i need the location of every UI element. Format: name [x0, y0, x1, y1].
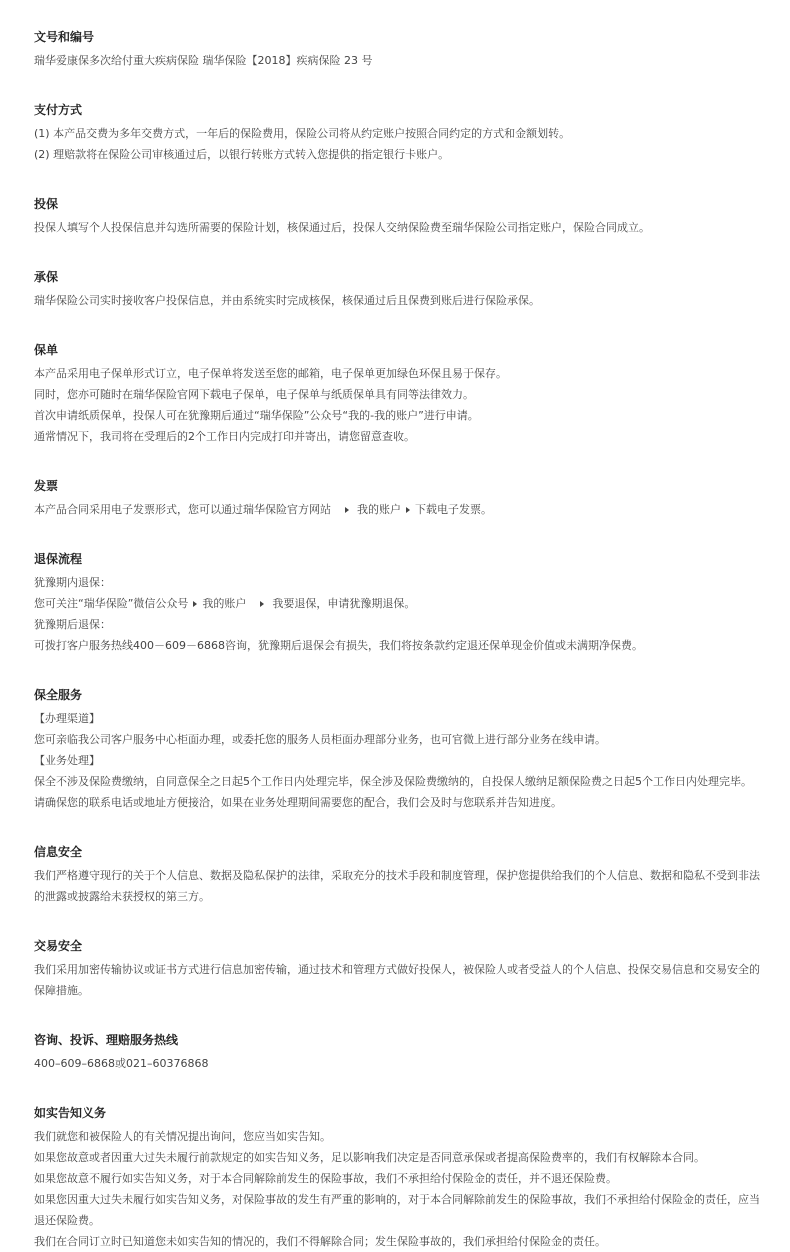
surrender-wechat-start: 您可关注“瑞华保险”微信公众号 [34, 597, 189, 610]
invoice-text-start: 本产品合同采用电子发票形式，您可以通过瑞华保险官方网站 [34, 503, 331, 516]
section-title: 交易安全 [34, 939, 83, 953]
service-channel-label: 【办理渠道】 [34, 712, 100, 725]
section-service-hotline [34, 1030, 766, 1074]
disclosure-line-1: 我们就您和被保险人的有关情况提出询问，您应当如实告知。 [34, 1130, 331, 1143]
service-processing-text: 保全不涉及保险费缴纳，自同意保全之日起5个工作日内处理完毕，保全涉及保险费缴纳的，自投保人缴纳足额保险费之日起5个工作日内处理完毕。 [34, 775, 752, 788]
section-title: 咨询、投诉、理赔服务热线 [34, 1033, 179, 1047]
arrow-right-icon [406, 507, 410, 513]
payment-line-2: (2) 理赔款将在保险公司审核通过后，以银行转账方式转入您提供的指定银行卡账户。 [34, 148, 450, 161]
section-transaction-security [34, 936, 766, 1001]
arrow-right-icon [193, 601, 197, 607]
section-title: 承保 [34, 270, 59, 284]
section-information-security [34, 842, 766, 907]
section-title: 支付方式 [34, 103, 83, 117]
hotline-numbers: 400–609–6868或021–60376868 [34, 1057, 209, 1070]
section-invoice [34, 476, 766, 520]
section-title: 投保 [34, 197, 59, 211]
section-application [34, 194, 766, 238]
invoice-text-end: 下载电子发票。 [415, 503, 492, 516]
invoice-my-account: 我的账户 [357, 503, 401, 516]
surrender-after-text: 可拨打客户服务热线400－609－6868咨询，犹豫期后退保会有损失，我们将按条款约定退还保单现金价值或未满期净保费。 [34, 639, 643, 652]
policy-line-4: 通常情况下，我司将在受理后的2个工作日内完成打印并寄出，请您留意查收。 [34, 430, 415, 443]
section-title: 保全服务 [34, 688, 83, 702]
section-document-number [34, 27, 766, 71]
policy-line-2: 同时，您亦可随时在瑞华保险官网下载电子保单，电子保单与纸质保单具有同等法律效力。 [34, 388, 474, 401]
section-title: 文号和编号 [34, 30, 95, 44]
disclosure-line-2: 如果您故意或者因重大过失未履行前款规定的如实告知义务，足以影响我们决定是否同意承保或者提高保险费率的，我们有权解除本合同。 [34, 1151, 705, 1164]
section-title: 信息安全 [34, 845, 83, 859]
section-title: 如实告知义务 [34, 1106, 107, 1120]
surrender-wechat-end: 我要退保，申请犹豫期退保。 [272, 597, 416, 610]
policy-line-3: 首次申请纸质保单，投保人可在犹豫期后通过“瑞华保险”公众号“我的-我的账户”进行申请。 [34, 409, 479, 422]
section-surrender-process [34, 549, 766, 656]
surrender-my-account: 我的账户 [202, 597, 247, 610]
section-disclosure-duty [34, 1103, 766, 1252]
section-title: 退保流程 [34, 552, 83, 566]
disclosure-line-3: 如果您故意不履行如实告知义务，对于本合同解除前发生的保险事故，我们不承担给付保险金的责任，并不退还保险费。 [34, 1172, 617, 1185]
service-channel-text: 您可亲临我公司客户服务中心柜面办理，或委托您的服务人员柜面办理部分业务，也可官微上进行部分业务在线申请。 [34, 733, 606, 746]
transaction-security-text: 我们采用加密传输协议或证书方式进行信息加密传输，通过技术和管理方式做好投保人，被保险人或者受益人的个人信息、投保交易信息和交易安全的保障措施。 [34, 963, 760, 997]
surrender-after-label: 犹豫期后退保： [34, 618, 111, 631]
disclosure-line-5: 我们在合同订立时已知道您未如实告知的情况的，我们不得解除合同；发生保险事故的，我们承担给付保险金的责任。 [34, 1235, 606, 1248]
surrender-wechat-text [34, 593, 766, 614]
arrow-right-icon [345, 507, 349, 513]
section-policy [34, 340, 766, 447]
arrow-right-icon [260, 601, 264, 607]
policy-line-1: 本产品采用电子保单形式订立，电子保单将发送至您的邮箱，电子保单更加绿色环保且易于保存。 [34, 367, 507, 380]
surrender-within-label: 犹豫期内退保： [34, 576, 111, 589]
section-payment-method [34, 100, 766, 165]
document-number-text: 瑞华爱康保多次给付重大疾病保险 瑞华保险【2018】疾病保险 23 号 [34, 54, 373, 67]
service-processing-label: 【业务处理】 [34, 754, 100, 767]
application-text: 投保人填写个人投保信息并勾选所需要的保险计划，核保通过后，投保人交纳保险费至瑞华保险公司指定账户，保险合同成立。 [34, 221, 650, 234]
information-security-text: 我们严格遵守现行的关于个人信息、数据及隐私保护的法律，采取充分的技术手段和制度管理，保护您提供给我们的个人信息、数据和隐私不受到非法的泄露或披露给未获授权的第三方。 [34, 869, 760, 903]
section-title: 发票 [34, 479, 59, 493]
disclosure-line-4: 如果您因重大过失未履行如实告知义务，对保险事故的发生有严重的影响的，对于本合同解除前发生的保险事故，我们不承担给付保险金的责任，应当退还保险费。 [34, 1193, 760, 1227]
underwriting-text: 瑞华保险公司实时接收客户投保信息，并由系统实时完成核保，核保通过后且保费到账后进行保险承保。 [34, 294, 540, 307]
section-title: 保单 [34, 343, 59, 357]
payment-line-1: (1) 本产品交费为多年交费方式，一年后的保险费用，保险公司将从约定账户按照合同约定的方式和金额划转。 [34, 127, 571, 140]
section-preservation-service [34, 685, 766, 813]
section-underwriting [34, 267, 766, 311]
invoice-text [34, 499, 766, 520]
service-contact-text: 请确保您的联系电话或地址方便接洽，如果在业务处理期间需要您的配合，我们会及时与您联系并告知进度。 [34, 796, 562, 809]
